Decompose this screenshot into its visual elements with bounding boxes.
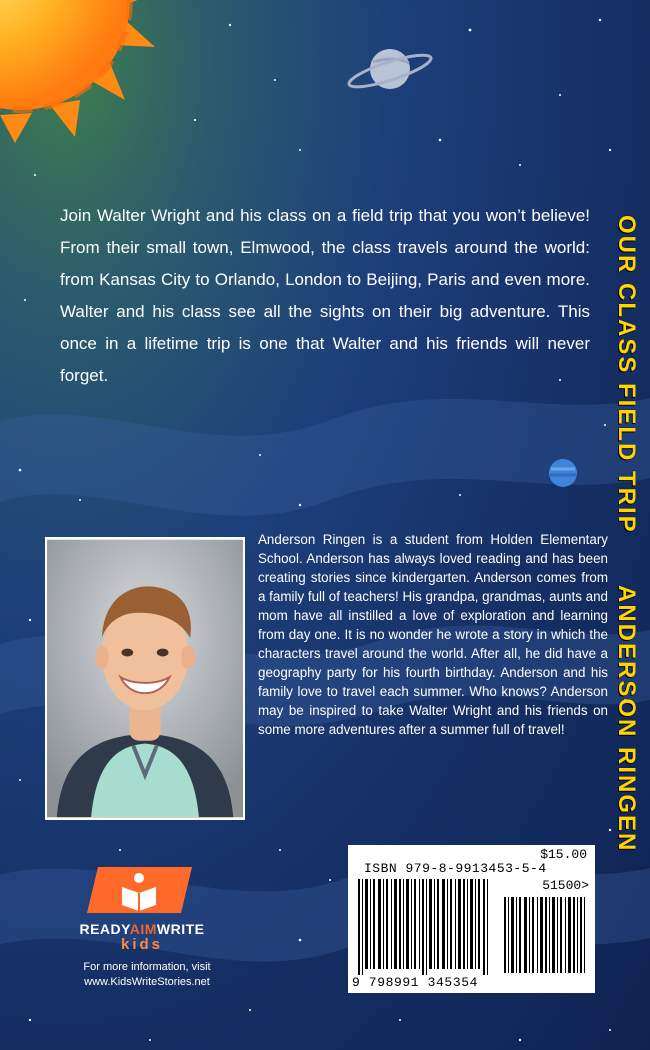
price-label: $15.00 bbox=[540, 847, 587, 862]
isbn-barcode bbox=[348, 845, 595, 993]
publisher-website-link[interactable]: www.KidsWriteStories.net bbox=[84, 976, 210, 988]
author-photo bbox=[45, 537, 245, 820]
price-addon-code: 51500> bbox=[542, 878, 589, 893]
spine-title: OUR CLASS FIELD TRIP bbox=[613, 215, 640, 534]
info-line-1: For more information, visit bbox=[83, 961, 211, 973]
author-bio: Anderson Ringen is a student from Holden Elementary School. Anderson has always loved reading and has been creating stories since kindergarten. Anderson comes from a family full of teachers! His grandpa, grandmas, aunts and mom have all instilled a love of exploration and learning from day one. It is no wonder he wrote a story in which the characters travel around the world. After all, he did have a geography party for his fourth birthday. Anderson and his family love to travel each summer. Who knows? Anderson may be inspired to take Walter Wright and his friends on some more adventures after a summer full of travel! bbox=[258, 532, 608, 737]
sun-illustration bbox=[0, 0, 180, 145]
author-portrait-image bbox=[47, 539, 243, 818]
publisher-kids-label: kids bbox=[120, 936, 163, 953]
book-reader-icon bbox=[82, 865, 197, 915]
isbn-label: ISBN 979-8-9913453-5-4 bbox=[364, 861, 547, 876]
back-cover-blurb: Join Walter Wright and his class on a field trip that you won’t believe! From their small town, Elmwood, the class travels around the world: from Kansas City to Orlando, London to Beijing, Paris and even more. Walter and his class see all the sights on their big adventure. This once in a lifetime trip is one that Walter and his friends will never forget. bbox=[60, 206, 590, 385]
ean-number: 9 798991 345354 bbox=[352, 975, 479, 990]
blue-planet-illustration bbox=[545, 455, 581, 491]
publisher-logo bbox=[72, 865, 212, 953]
publisher-name: READYAIMWRITE bbox=[79, 921, 205, 937]
saturn-illustration bbox=[345, 40, 435, 98]
spine-author: ANDERSON RINGEN bbox=[613, 585, 640, 853]
publisher-info bbox=[62, 960, 232, 990]
